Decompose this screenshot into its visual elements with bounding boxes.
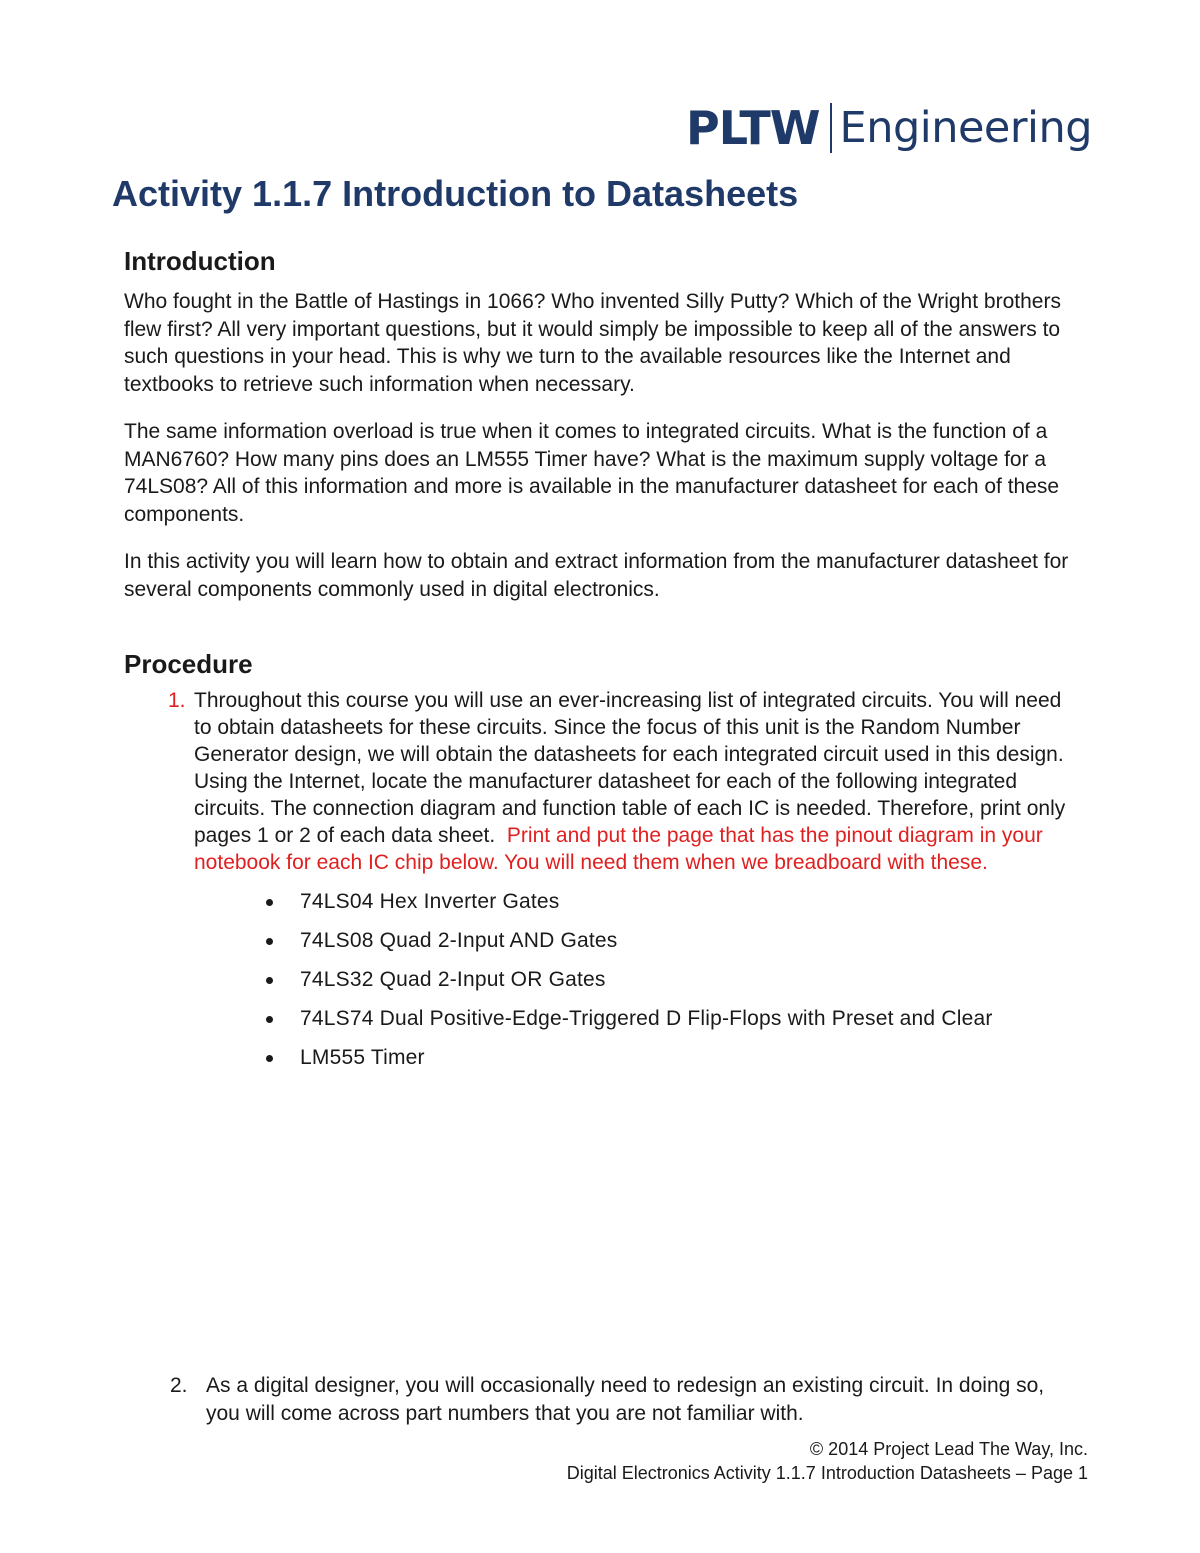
list-item: [124, 966, 1084, 993]
step-text: [194, 687, 1074, 876]
intro-paragraph: In this activity you will learn how to obtain and extract information from the manufacturer datasheet for several components commonly used in digital electronics.: [124, 550, 1069, 601]
logo-divider: [830, 103, 832, 153]
introduction-section: [124, 244, 1084, 603]
ic-list: [124, 888, 1084, 1071]
bullet-icon: [266, 977, 273, 984]
list-item-label: LM555 Timer: [300, 1046, 425, 1069]
list-item: [124, 1005, 1084, 1032]
list-item: [124, 1044, 1084, 1071]
list-item-label: 74LS04 Hex Inverter Gates: [300, 890, 560, 913]
list-item-label: 74LS32 Quad 2-Input OR Gates: [300, 968, 606, 991]
bullet-icon: [266, 938, 273, 945]
page-label: Digital Electronics Activity 1.1.7 Introduction Datasheets – Page 1: [566, 1463, 1088, 1483]
logo-division: Engineering: [839, 102, 1093, 153]
document-body: [124, 244, 1084, 1083]
procedure-step-2: [124, 1372, 1084, 1428]
copyright: © 2014 Project Lead The Way, Inc.: [809, 1439, 1088, 1459]
page-footer: [567, 1437, 1088, 1485]
bullet-icon: [266, 1016, 273, 1023]
step-instructions: Throughout this course you will use an ever-increasing list of integrated circuits. You will need to obtain datasheets for these circuits. Since the focus of this unit is the Random Number Generator design, we will obtain the datasheets for each integrated circuit used in this design. Using the Internet, locate the manufacturer datasheet for each of the following integrated circuits. The connection diagram and function table of each IC is needed. Therefore, print only pages 1 or 2 of each data sheet.: [194, 689, 1066, 847]
procedure-heading: Procedure: [124, 649, 253, 679]
step-text: As a digital designer, you will occasionally need to redesign an existing circuit. In doing so, you will come across part numbers that you are not familiar with.: [206, 1374, 1045, 1425]
pltw-engineering-logo: [686, 100, 1092, 156]
step-number: 1.: [168, 689, 186, 712]
intro-paragraph: Who fought in the Battle of Hastings in 1066? Who invented Silly Putty? Which of the Wright brothers flew first? All very important questions, but it would simply be impossible to keep all of the answers to such questions in your head. This is why we turn to the available resources like the Internet and textbooks to retrieve such information when necessary.: [124, 290, 1061, 396]
intro-paragraph: The same information overload is true when it comes to integrated circuits. What is the function of a MAN6760? How many pins does an LM555 Timer have? What is the maximum supply voltage for a 74LS08? All of this information and more is available in the manufacturer datasheet for each of these components.: [124, 420, 1060, 526]
bullet-icon: [266, 899, 273, 906]
list-item: [124, 927, 1084, 954]
step-number: 2.: [170, 1374, 188, 1397]
procedure-section: [124, 647, 1084, 1071]
procedure-step-1: [124, 687, 1084, 1071]
page-title: Activity 1.1.7 Introduction to Datasheets: [112, 173, 799, 214]
logo-brand: PLTW: [686, 101, 820, 155]
list-item-label: 74LS74 Dual Positive-Edge-Triggered D Flip-Flops with Preset and Clear: [300, 1007, 993, 1030]
red-note: Print and put the page that has the pinout diagram in your notebook for each IC chip below. You will need them when we breadboard with these.: [194, 824, 1043, 874]
introduction-heading: Introduction: [124, 246, 276, 276]
bullet-icon: [266, 1055, 273, 1062]
list-item-label: 74LS08 Quad 2-Input AND Gates: [300, 929, 618, 952]
list-item: [124, 888, 1084, 915]
